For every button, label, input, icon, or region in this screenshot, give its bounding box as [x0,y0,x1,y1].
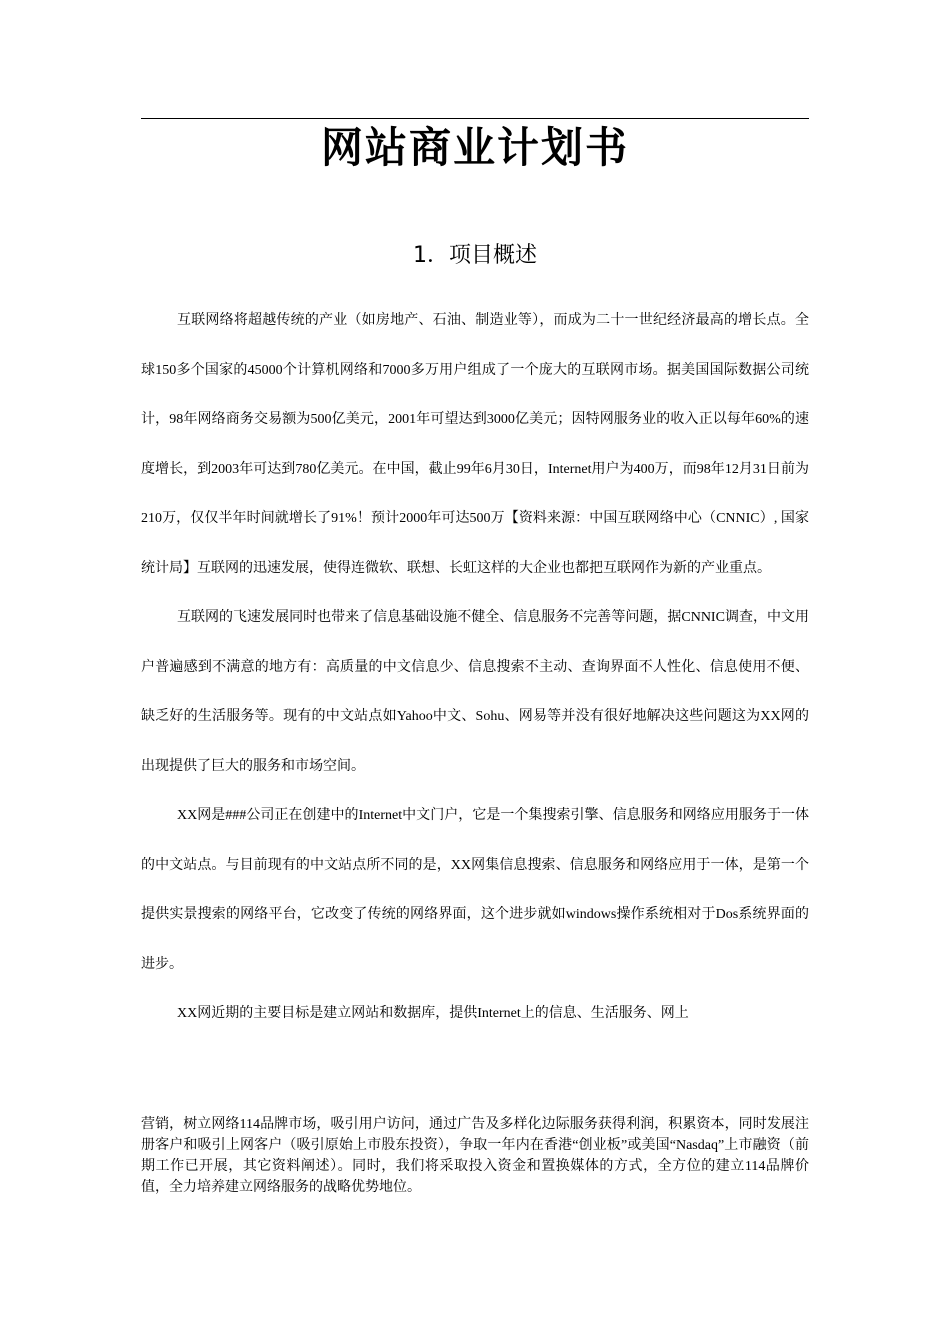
paragraph-continuation: 营销，树立网络114品牌市场，吸引用户访问，通过广告及多样化边际服务获得利润，积累资本，同时发展注册客户和吸引上网客户（吸引原始上市股东投资），争取一年内在香港“创业板”或美国“Nasdaq”上市融资（前期工作已开展，其它资料阐述）。同时，我们将采取投入资金和置换媒体的方式，全方位的建立114品牌价值，全力培养建立网络服务的战略优势地位。 [141,1117,809,1195]
section-heading: 1．项目概述 [413,243,537,268]
document-title: 网站商业计划书 [320,123,629,172]
paragraph: XX网是###公司正在创建中的Internet中文门户，它是一个集搜索引擎、信息服务和网络应用服务于一体的中文站点。与目前现有的中文站点所不同的是，XX网集信息搜索、信息服务和网络应用于一体，是第一个提供实景搜索的网络平台，它改变了传统的网络界面，这个进步就如windows操作系统相对于Dos系统界面的进步。 [141,808,809,972]
paragraph: 互联网络将超越传统的产业（如房地产、石油、制造业等），而成为二十一世纪经济最高的增长点。全球150多个国家的45000个计算机网络和7000多万用户组成了一个庞大的互联网市场。据美国国际数据公司统计，98年网络商务交易额为500亿美元，2001年可望达到3000亿美元；因特网服务业的收入正以每年60%的速度增长，到2003年可达到780亿美元。在中国，截止99年6月30日，Internet用户为400万，而98年12月31日前为210万，仅仅半年时间就增长了91%！预计2000年可达500万【资料来源：中国互联网络中心（CNNIC）, 国家统计局】互联网的迅速发展，使得连微软、联想、长虹这样的大企业也都把互联网作为新的产业重点。 [141,313,809,576]
paragraph: 互联网的飞速发展同时也带来了信息基础设施不健全、信息服务不完善等问题，据CNNIC调查，中文用户普遍感到不满意的地方有：高质量的中文信息少、信息搜索不主动、查询界面不人性化、信息使用不便、缺乏好的生活服务等。现有的中文站点如Yahoo中文、Sohu、网易等并没有很好地解决这些问题这为XX网的出现提供了巨大的服务和市场空间。 [141,610,809,774]
paragraph: XX网近期的主要目标是建立网站和数据库，提供Internet上的信息、生活服务、网上 [177,1006,689,1021]
document-body [141,296,809,1039]
